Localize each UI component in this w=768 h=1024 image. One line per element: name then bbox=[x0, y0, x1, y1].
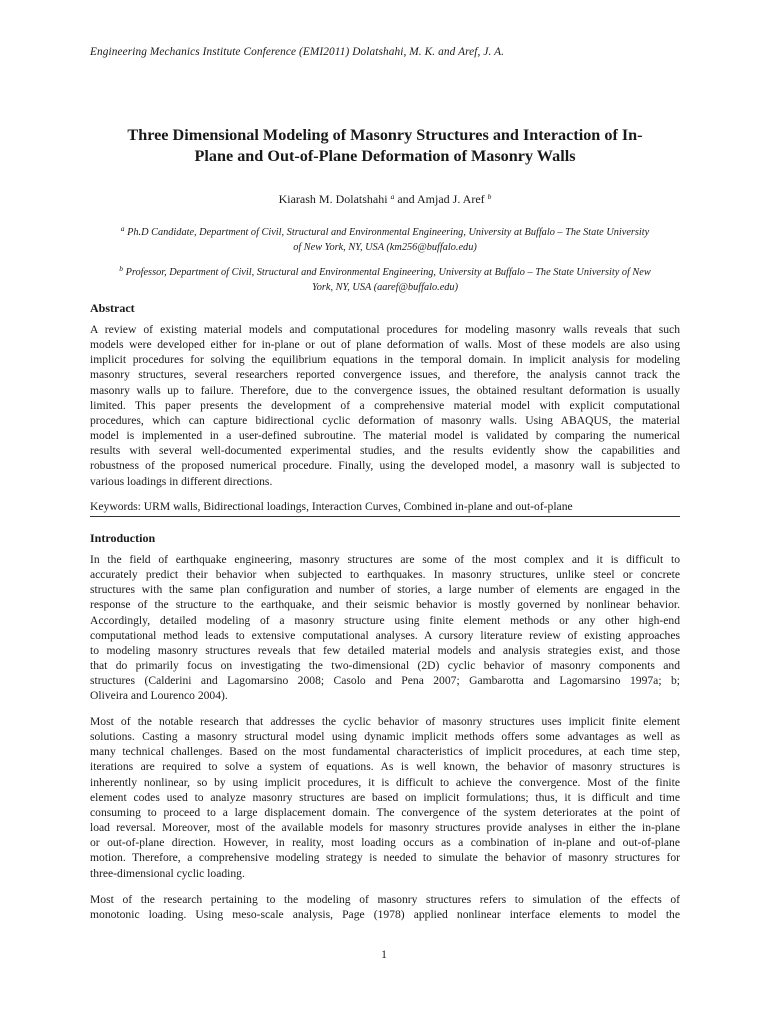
text-line: many technical challenges. Based on the most fundamental characteristics of implicit procedures, at each time step, bbox=[90, 745, 680, 759]
text-line: inherently nonlinear, so by using implicit procedures, it is difficult to achieve the convergence. Most of the finite bbox=[90, 775, 680, 789]
text-line: load reversal. Moreover, most of the available models for masonry structures provide analyses in either the in-plane bbox=[90, 821, 680, 835]
text-line: masonry structures, several researchers reported convergence issues, and therefore, the analysis cannot track the bbox=[90, 368, 680, 382]
text-line: solutions. Casting a masonry structural model using dynamic implicit methods offers some advantages as well as bbox=[90, 730, 680, 744]
text-line: structures with the same plan configuration and number of stories, a large number of elements are engaged in the bbox=[90, 583, 680, 597]
text-line: element codes used to analyze masonry structures are based on implicit formulations; thus, it is difficult and time bbox=[90, 790, 680, 804]
abstract-paragraph bbox=[90, 322, 680, 489]
text-line: response of the structure to the earthquake, and their seismic behavior is mostly governed by nonlinear behavior. bbox=[90, 598, 680, 612]
text-line: accurately predict their behavior when subjected to earthquakes. In masonry structures, unlike steel or concrete bbox=[90, 568, 680, 582]
text-line: A review of existing material models and computational procedures for modeling masonry walls reveals that such bbox=[90, 323, 680, 336]
abstract-heading: Abstract bbox=[90, 301, 135, 315]
text-line: Most of the research pertaining to the modeling of masonry structures refers to simulation of the effects of bbox=[90, 893, 680, 906]
introduction-heading: Introduction bbox=[90, 531, 156, 545]
text-line: implicit procedures for solving the equilibrium equations in the temporal domain. In implicit analysis for modeling bbox=[90, 353, 680, 367]
text-line: model is implemented in a user-defined subroutine. The material model is validated by comparing the numerical bbox=[90, 429, 680, 443]
text-line: three-dimensional cyclic loading. bbox=[90, 866, 245, 880]
author-line bbox=[90, 192, 680, 207]
text-line: or out-of-plane direction. However, in reality, most loading occurs as a combination of in-plane and out-of-plane bbox=[90, 836, 680, 850]
text-line: Most of the notable research that addresses the cyclic behavior of masonry structures uses implicit finite element bbox=[90, 715, 680, 728]
text-line: motion. Therefore, a comprehensive modeling strategy is needed to simulate the behavior of masonry structures for bbox=[90, 851, 680, 865]
text-line: that do primarily focus on investigating the two-dimensional (2D) cyclic behavior of masonry components and bbox=[90, 659, 680, 673]
text-line: In the field of earthquake engineering, masonry structures are some of the most complex and it is difficult to bbox=[90, 553, 680, 566]
affiliation-a bbox=[90, 221, 680, 255]
introduction-paragraph-3 bbox=[90, 892, 680, 922]
affiliation-line: York, NY, USA (aaref@buffalo.edu) bbox=[311, 282, 459, 293]
affiliation-mark: a bbox=[390, 192, 395, 201]
title-line-2: Plane and Out-of-Plane Deformation of Masonry Walls bbox=[194, 147, 576, 165]
affiliation-line bbox=[90, 221, 680, 240]
affiliation-mark: b bbox=[119, 264, 123, 273]
horizontal-rule bbox=[90, 516, 680, 517]
author-name: Kiarash M. Dolatshahi bbox=[278, 192, 388, 206]
text-line: models were developed either for in-plane or out of plane deformation of walls. Most of these models are also using bbox=[90, 338, 680, 352]
text-line: results with several well-documented experimental studies, and the results evidently show the capabilities and bbox=[90, 444, 680, 458]
text-line: to modeling masonry structures reveals that few detailed material models and analysis strategies exist, and those bbox=[90, 643, 680, 657]
text-line: robustness of the proposed numerical procedure. Finally, using the developed model, a masonry wall is subjected to bbox=[90, 459, 680, 473]
text-line: masonry walls up to failure. Therefore, due to the convergence issues, the obtained resultant deformation is usually bbox=[90, 383, 680, 397]
text-line: consuming to proceed to a large displacement domain. The convergence of the system deteriorates at the point of bbox=[90, 805, 680, 819]
affiliation-line bbox=[90, 261, 680, 280]
affiliation-mark: b bbox=[487, 192, 492, 201]
running-header: Engineering Mechanics Institute Conference (EMI2011) Dolatshahi, M. K. and Aref, J. A. bbox=[90, 46, 505, 58]
introduction-paragraph-1 bbox=[90, 552, 680, 704]
text-line: structures (Calderini and Lagomarsino 2008; Casolo and Pena 2007; Gambarotta and Lagomarsino 1997a; b; bbox=[90, 674, 680, 688]
author-joiner: and bbox=[397, 192, 415, 206]
text-line: iterations are required to solve a system of equations. As is well known, the behavior of masonry structures is bbox=[90, 760, 680, 774]
page-number: 1 bbox=[381, 948, 387, 961]
author-name: Amjad J. Aref bbox=[417, 192, 485, 206]
text-line: procedures, which can capture bidirectional cyclic deformation of masonry walls. Using ABAQUS, the material bbox=[90, 413, 680, 427]
text-line: monotonic loading. Using meso-scale analysis, Page (1978) applied nonlinear interface elements to model the bbox=[90, 908, 680, 922]
text-line: computational method leads to extensive computational analyses. A cursory literature review of existing approaches bbox=[90, 628, 680, 642]
affiliation-b bbox=[90, 261, 680, 295]
text-line: various loadings in different directions. bbox=[90, 474, 273, 488]
affiliation-mark: a bbox=[120, 224, 125, 233]
text-line: Accordingly, detailed modeling of a masonry structure using finite element methods or any other high-end bbox=[90, 613, 680, 627]
introduction-paragraph-2 bbox=[90, 714, 680, 881]
title-line-1: Three Dimensional Modeling of Masonry Structures and Interaction of In- bbox=[127, 126, 643, 144]
affiliation-text: Ph.D Candidate, Department of Civil, Structural and Environmental Engineering, University at Buffalo – The State University bbox=[127, 227, 650, 238]
paper-title bbox=[90, 125, 680, 167]
text-line: Oliveira and Lourenco 2004). bbox=[90, 689, 228, 703]
affiliation-text: Professor, Department of Civil, Structural and Environmental Engineering, University at Buffalo – The State University of New bbox=[125, 267, 651, 278]
keywords-line: Keywords: URM walls, Bidirectional loadings, Interaction Curves, Combined in-plane and out-of-plane bbox=[90, 500, 573, 513]
text-line: limited. This paper presents the development of a comprehensive material model with explicit computational bbox=[90, 398, 680, 412]
affiliation-line: of New York, NY, USA (km256@buffalo.edu) bbox=[293, 242, 477, 253]
